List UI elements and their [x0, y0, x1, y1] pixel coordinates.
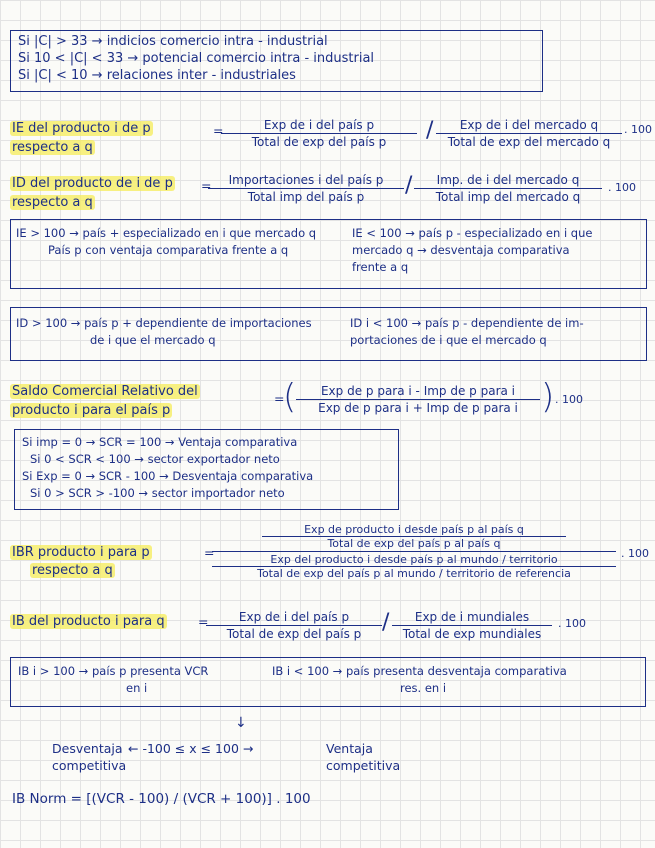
rule-line-3: Si |C| < 10 → relaciones inter - industriales	[18, 68, 296, 83]
scr-factor: . 100	[555, 393, 583, 406]
ie-below-100-line2: mercado q → desventaja comparativa	[352, 243, 570, 257]
ib-equals: =	[198, 614, 209, 629]
ie-equals: =	[213, 123, 224, 138]
scr-close-paren: )	[541, 377, 555, 417]
rule-line-1: Si |C| > 33 → indicios comercio intra - industrial	[18, 34, 328, 49]
scr-rule-4: Si 0 > SCR > -100 → sector importador neto	[30, 486, 285, 500]
scr-rule-2: Si 0 < SCR < 100 → sector exportador neto	[30, 452, 280, 466]
scr-open-paren: (	[283, 377, 297, 417]
ibr-equals: =	[204, 545, 215, 560]
id-fraction-market: Imp. de i del mercado q Total imp del mercado q	[414, 173, 602, 204]
ie-fraction-market: Exp de i del mercado q Total de exp del mercado q	[436, 118, 622, 149]
rule-line-2: Si 10 < |C| < 33 → potencial comercio intra - industrial	[18, 51, 375, 66]
scr-fraction: Exp de p para i - Imp de p para i Exp de p para i + Imp de p para i	[296, 384, 540, 415]
ib-norm-formula: IB Norm = [(VCR - 100) / (VCR + 100)] . 100	[12, 791, 311, 807]
ib-below-100-line1: IB i < 100 → país presenta desventaja comparativa	[272, 664, 567, 678]
id-divide: /	[405, 173, 413, 198]
scale-right-label-1: Ventaja	[326, 741, 373, 756]
scr-rule-3: Si Exp = 0 → SCR - 100 → Desventaja comparativa	[22, 469, 314, 483]
id-fraction-country: Importaciones i del país p Total imp del país p	[208, 173, 404, 204]
ie-divide: /	[426, 118, 434, 143]
id-equals: =	[201, 178, 212, 193]
ie-label: IE del producto i de p	[12, 121, 151, 136]
id-above-100-line2: de i que el mercado q	[90, 333, 216, 347]
scr-label-2: producto i para el país p	[12, 403, 171, 418]
id-above-100-line1: ID > 100 → país p + dependiente de importaciones	[16, 316, 312, 330]
ie-above-100-line2: País p con ventaja comparativa frente a q	[48, 243, 289, 257]
ie-factor: . 100	[624, 123, 652, 136]
ib-below-100-line2: res. en i	[400, 681, 447, 695]
ie-label-2: respecto a q	[12, 140, 93, 155]
ibr-factor: . 100	[621, 547, 649, 560]
scr-equals: =	[274, 391, 285, 406]
id-below-100-line2: portaciones de i que el mercado q	[350, 333, 547, 347]
ib-above-100-line1: IB i > 100 → país p presenta VCR	[18, 664, 209, 678]
ie-above-100-line1: IE > 100 → país + especializado en i que mercado q	[16, 226, 317, 240]
id-factor: . 100	[608, 181, 636, 194]
ie-fraction-country: Exp de i del país p Total de exp del país p	[221, 118, 417, 149]
scr-label: Saldo Comercial Relativo del	[12, 384, 198, 399]
scale-right-label-2: competitiva	[326, 758, 401, 773]
ib-fraction-country: Exp de i del país p Total de exp del país p	[206, 610, 382, 641]
ib-factor: . 100	[558, 617, 586, 630]
ibr-fraction: Exp de producto i desde país p al país q Total de exp del país p al país q Exp del producto i desde país p al mundo / territorio Total de exp del país p al mundo / territorio de referencia	[212, 523, 616, 581]
scale-down-arrow: ↓	[235, 715, 247, 731]
ib-fraction-world: Exp de i mundiales Total de exp mundiales	[392, 610, 552, 641]
scr-rule-1: Si imp = 0 → SCR = 100 → Ventaja comparativa	[22, 435, 298, 449]
scale-left-label-1: Desventaja	[52, 741, 123, 756]
id-label-2: respecto a q	[12, 195, 93, 210]
ie-below-100-line3: frente a q	[352, 260, 409, 274]
ib-divide: /	[382, 610, 390, 635]
scale-left-label-2: competitiva	[52, 758, 127, 773]
id-below-100-line1: ID i < 100 → país p - dependiente de im-	[350, 316, 584, 330]
ib-label: IB del producto i para q	[12, 614, 165, 629]
ie-below-100-line1: IE < 100 → país p - especializado en i que	[352, 226, 593, 240]
ibr-label: IBR producto i para p	[12, 545, 150, 560]
ib-above-100-line2: en i	[126, 681, 148, 695]
scale-range: ← -100 ≤ x ≤ 100 →	[128, 741, 254, 756]
ibr-label-2: respecto a q	[32, 563, 113, 578]
id-label: ID del producto de i de p	[12, 176, 173, 191]
